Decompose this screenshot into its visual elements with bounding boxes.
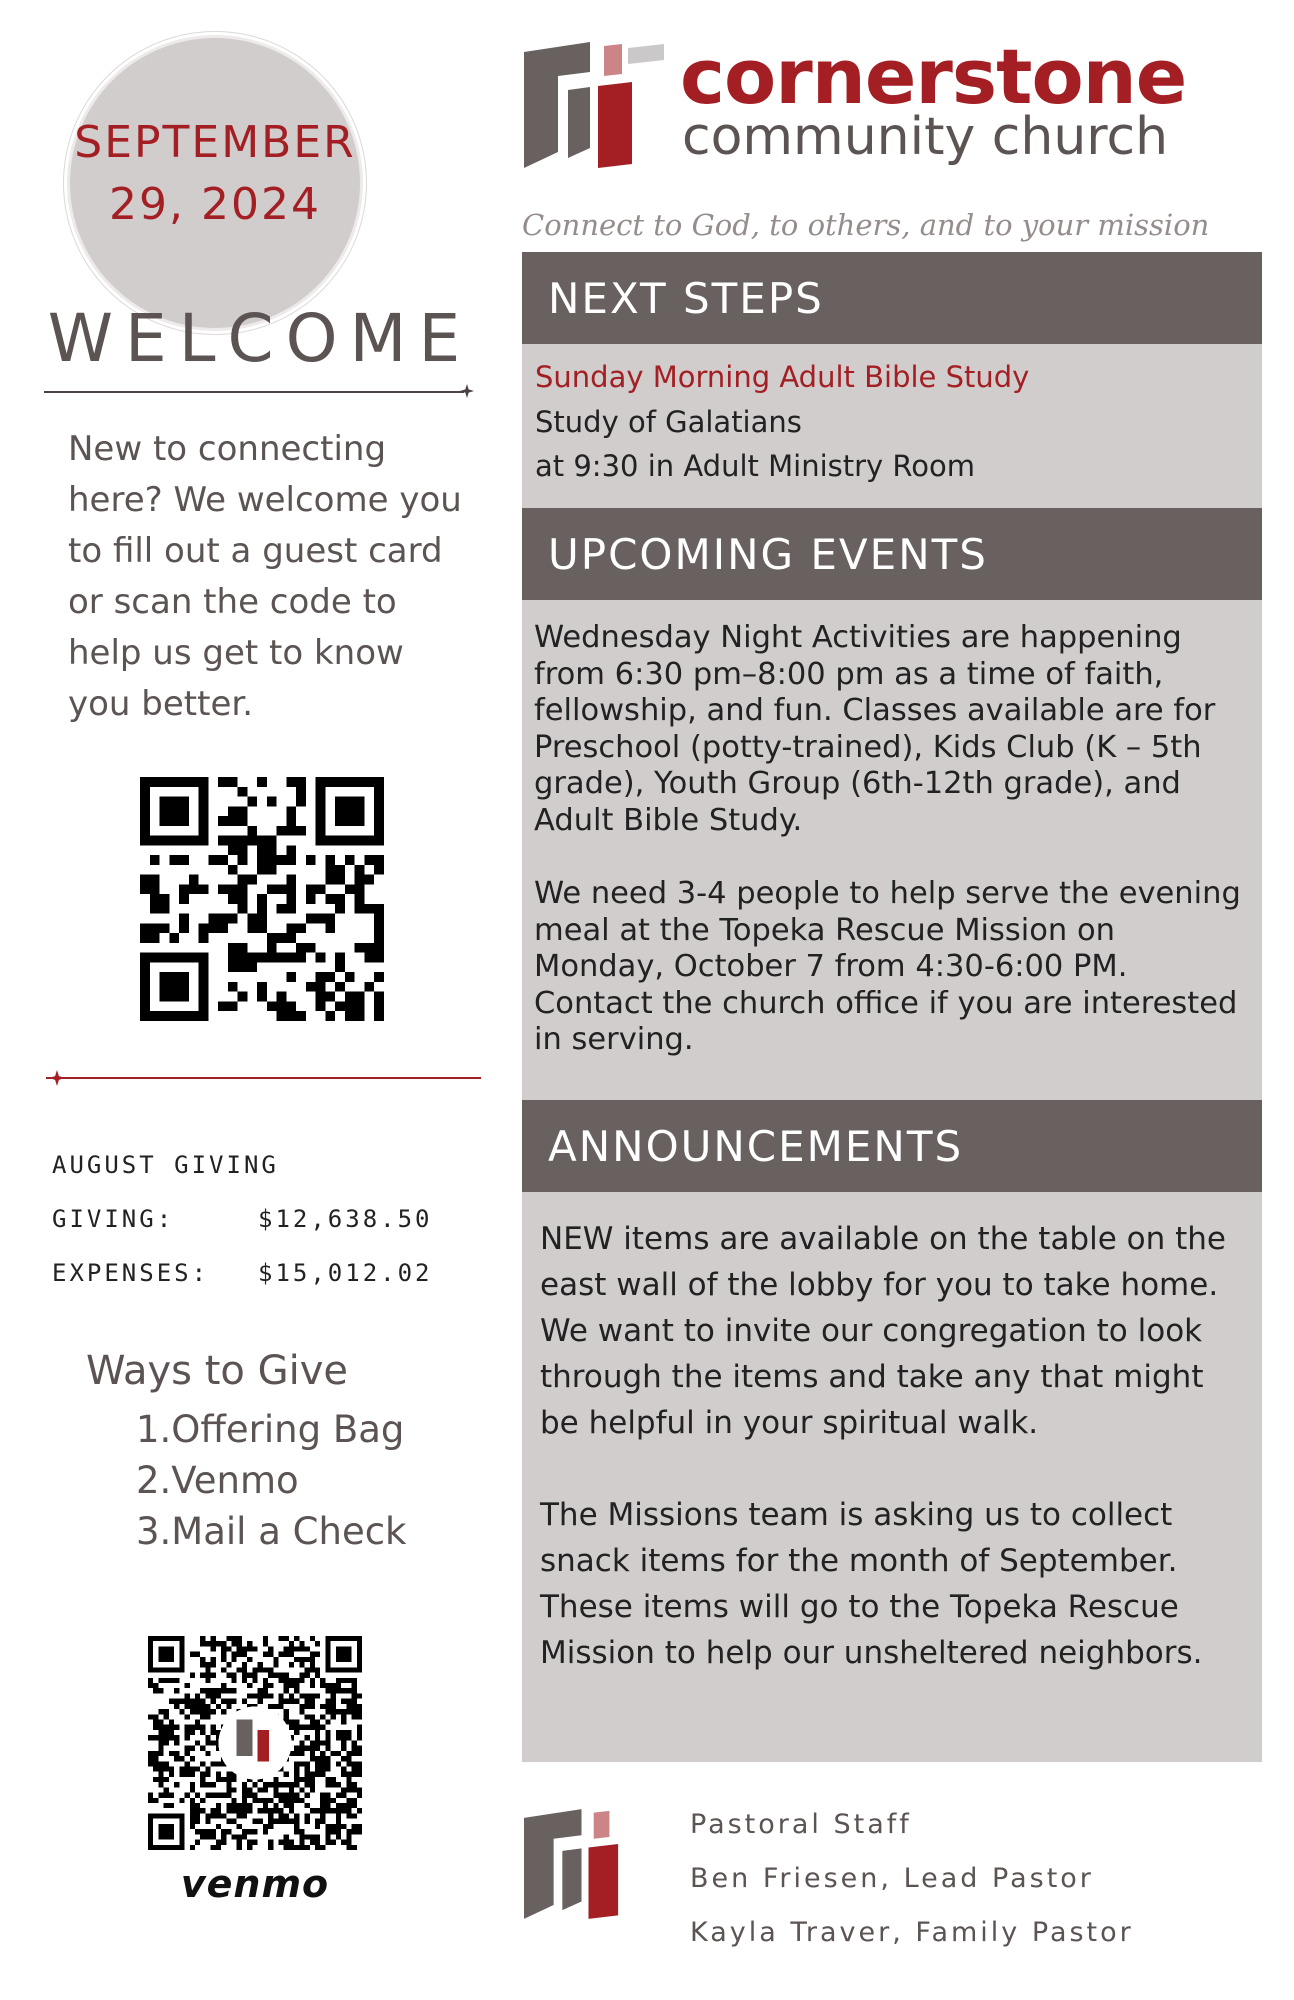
section-title: ANNOUNCEMENTS xyxy=(548,1121,964,1171)
staff-title: Pastoral Staff xyxy=(690,1809,912,1840)
qr-code-icon xyxy=(148,1636,362,1850)
event-paragraph: Wednesday Night Activities are happening from 6:30 pm–8:00 pm as a time of faith, fellowship, and fun. Classes available are for Preschool (potty-trained), Kids Club (K – 5th grade), Youth Group (6th-12th grade), and Adult Bible Study. xyxy=(534,620,1216,838)
august-giving xyxy=(52,1138,482,1300)
expenses-row xyxy=(52,1246,482,1300)
brand-subtitle: community church xyxy=(682,107,1169,167)
qr-code-icon xyxy=(140,776,384,1022)
upcoming-events-body xyxy=(534,620,1254,1096)
pastoral-staff xyxy=(690,1798,1134,1960)
date-month: SEPTEMBER xyxy=(74,117,356,168)
announcement-paragraph: The Missions team is asking us to collect snack items for the month of September. These items will go to the Topeka Rescue Mission to help our unsheltered neighbors. xyxy=(540,1497,1203,1671)
welcome-message xyxy=(68,424,488,730)
event-paragraph: We need 3-4 people to help serve the evening meal at the Topeka Rescue Mission on Monday, October 7 from 4:30-6:00 PM. Contact the church office if you are interested in serving. xyxy=(534,876,1241,1057)
venmo-logo: venmo xyxy=(180,1862,330,1906)
welcome-line: help us get to know xyxy=(68,633,404,673)
brand-name: cornerstone xyxy=(680,32,1187,121)
giving-value: $12,638.50 xyxy=(258,1205,433,1233)
venmo-qr-code[interactable] xyxy=(148,1636,362,1850)
section-title: NEXT STEPS xyxy=(548,273,824,323)
tagline: Connect to God, to others, and to your mission xyxy=(522,208,1210,242)
welcome-line: New to connecting xyxy=(68,429,387,469)
staff-member: Kayla Traver, Family Pastor xyxy=(690,1917,1134,1948)
list-item: 3.Mail a Check xyxy=(136,1510,407,1553)
sparkle-icon xyxy=(460,384,474,398)
announcements-body xyxy=(540,1216,1250,1722)
next-steps-detail: Study of Galatians xyxy=(535,405,802,439)
date-day-year: 29, 2024 xyxy=(109,179,321,230)
next-steps-detail: at 9:30 in Adult Ministry Room xyxy=(535,449,975,483)
church-logo-icon xyxy=(524,40,664,170)
section-divider xyxy=(46,1077,481,1079)
next-steps-header xyxy=(522,252,1262,344)
welcome-line: or scan the code to xyxy=(68,582,397,622)
guest-card-qr-code[interactable] xyxy=(140,776,384,1022)
expenses-value: $15,012.02 xyxy=(258,1259,433,1287)
giving-title: AUGUST GIVING xyxy=(52,1151,279,1179)
welcome-divider xyxy=(44,391,464,393)
sparkle-icon xyxy=(49,1070,65,1086)
welcome-line: here? We welcome you xyxy=(68,480,462,520)
list-item: 1.Offering Bag xyxy=(136,1408,405,1451)
expenses-label: EXPENSES: xyxy=(52,1259,210,1287)
list-item: 2.Venmo xyxy=(136,1459,299,1502)
service-date xyxy=(70,112,360,236)
next-steps-event-title: Sunday Morning Adult Bible Study xyxy=(535,360,1030,394)
announcement-paragraph: NEW items are available on the table on the east wall of the lobby for you to take home. We want to invite our congregation to look through the items and take any that might be helpful in your spiritual walk. xyxy=(540,1221,1226,1441)
welcome-line: to fill out a guest card xyxy=(68,531,443,571)
giving-label: GIVING: xyxy=(52,1205,175,1233)
welcome-heading: WELCOME xyxy=(47,300,473,377)
church-logo-icon xyxy=(524,1806,646,1922)
upcoming-events-header xyxy=(522,508,1262,600)
staff-member: Ben Friesen, Lead Pastor xyxy=(690,1863,1094,1894)
giving-row xyxy=(52,1192,482,1246)
ways-to-give-list xyxy=(136,1404,406,1557)
ways-to-give-title: Ways to Give xyxy=(86,1348,348,1394)
welcome-line: you better. xyxy=(68,684,254,724)
announcements-header xyxy=(522,1100,1262,1192)
section-title: UPCOMING EVENTS xyxy=(548,529,988,579)
